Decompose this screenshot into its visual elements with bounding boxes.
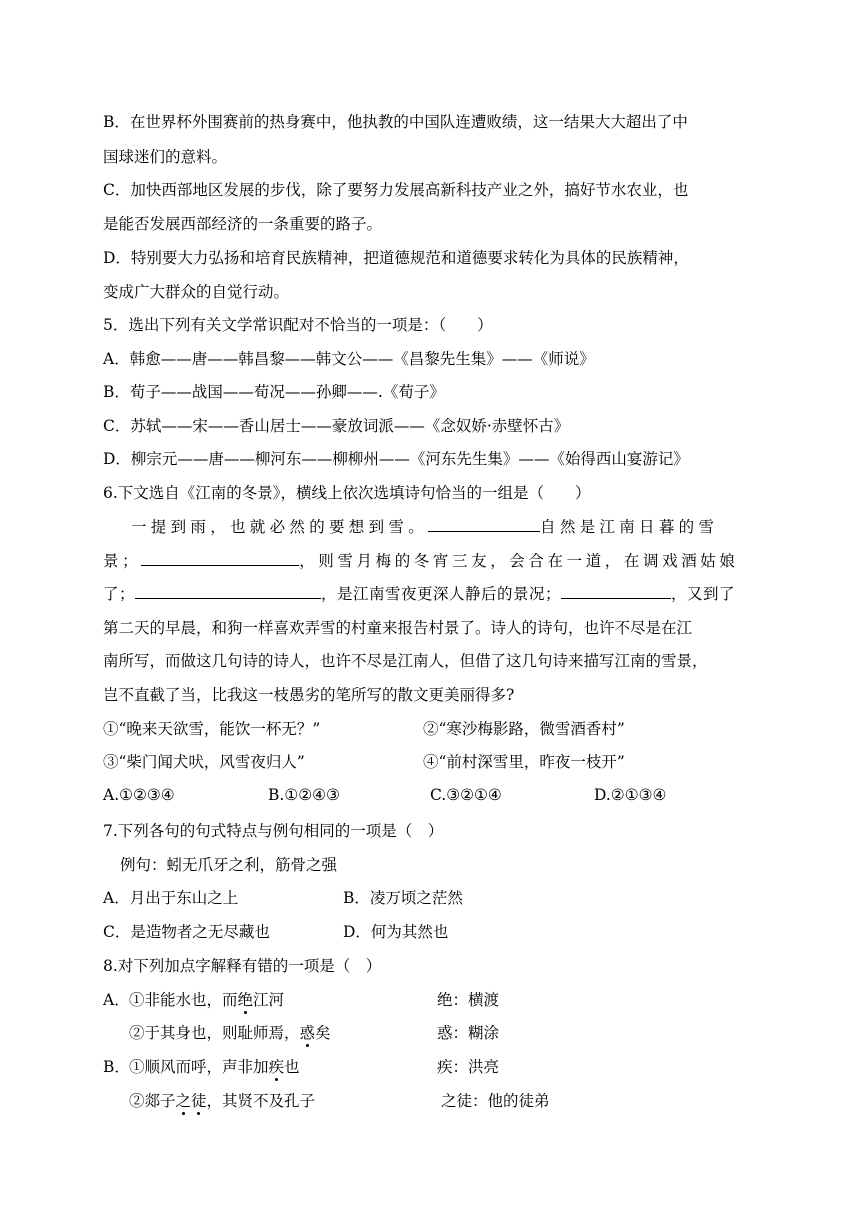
q8-a2-sentence (129, 1021, 331, 1043)
q8-a2-text: 矣 (315, 1024, 331, 1042)
q6-passage-line1 (131, 515, 718, 537)
q8-b2-dotted-char: 之 (175, 1092, 192, 1110)
q5-option-a: A．韩愈——唐——韩昌黎——韩文公——《昌黎先生集》——《师说》 (103, 350, 595, 368)
q5-option-d: D．柳宗元——唐——柳河东——柳柳州——《河东先生集》——《始得西山宴游记》 (103, 450, 689, 468)
q8-b1-text: ①顺风而呼，声非加 (129, 1058, 269, 1076)
q7-option-d: D．何为其然也 (343, 923, 449, 941)
q8-b2-text: ②郯子 (129, 1092, 176, 1110)
q7-option-a: A．月出于东山之上 (103, 889, 239, 907)
q6-choice-4: ④“前村深雪里，昨夜一枝开” (423, 753, 625, 771)
q8-a1-gloss: 绝：横渡 (437, 991, 500, 1009)
q8-stem: 8.对下列加点字解释有错的一项是（ ） (103, 957, 382, 975)
q6-passage-text: ，又到了 (671, 585, 736, 603)
q6-blank-3 (135, 584, 321, 599)
q6-option-a: A.①②③④ (103, 786, 175, 804)
q5-option-b: B．荀子——战国——荀况——孙卿——.《荀子》 (103, 383, 445, 401)
q7-option-b: B．凌万顷之茫然 (343, 889, 463, 907)
q6-passage-line6: 岂不直截了当，比我这一枝愚劣的笔所写的散文更美丽得多? (103, 686, 515, 704)
q6-option-c: C.③②①④ (430, 786, 502, 804)
q6-option-d: D.②①③④ (594, 786, 667, 804)
q8-option-b-label: B． (103, 1058, 130, 1076)
q4-option-d-line2: 变成广大群众的自觉行动。 (103, 283, 290, 301)
q6-passage-text: 自然是江南日暮的雪 (540, 518, 719, 536)
q8-b2-gloss: 之徒：他的徒弟 (441, 1092, 550, 1110)
q4-option-c-line2: 是能否发展西部经济的一条重要的路子。 (103, 215, 383, 233)
q8-a1-sentence (129, 988, 284, 1010)
q5-option-c: C．苏轼——宋——香山居士——豪放词派——《念奴娇·赤壁怀古》 (103, 417, 570, 435)
q6-passage-text: 景； (103, 552, 142, 570)
q8-a2-text: ②于其身也，则耻师焉， (129, 1024, 300, 1042)
q6-passage-text: ，则雪月梅的冬宵三友，会合在一道，在调戏酒姑娘 (299, 552, 739, 570)
q7-example: 例句：蚓无爪牙之利，筋骨之强 (120, 856, 338, 874)
q8-a1-text: ①非能水也，而 (129, 991, 238, 1009)
q4-option-d-line1: D．特别要大力弘扬和培育民族精神，把道德规范和道德要求转化为具体的民族精神， (103, 249, 689, 267)
q6-blank-2 (141, 551, 299, 566)
q6-passage-text: 一提到雨，也就必然的要想到雪。 (131, 518, 429, 536)
q8-b1-sentence (129, 1055, 300, 1077)
q8-a2-dotted-char: 惑 (299, 1024, 316, 1042)
q8-a2-gloss: 惑：糊涂 (437, 1024, 500, 1042)
q7-option-c: C．是造物者之无尽藏也 (103, 923, 270, 941)
q8-a1-dotted-char: 绝 (237, 991, 254, 1009)
q4-option-b-line2: 国球迷们的意料。 (103, 148, 228, 166)
q4-option-b-line1: B．在世界杯外围赛前的热身赛中，他执教的中国队连遭败绩，这一结果大大超出了中 (103, 113, 688, 131)
q8-option-a-label: A． (103, 991, 130, 1009)
q6-passage-line4: 第二天的早晨，和狗一样喜欢弄雪的村童来报告村景了。诗人的诗句，也许不尽是在江 (103, 619, 693, 637)
q6-blank-4 (561, 584, 671, 599)
q8-b1-dotted-char: 疾 (268, 1058, 285, 1076)
q8-b1-text: 也 (284, 1058, 300, 1076)
q8-b2-sentence (129, 1089, 315, 1111)
q7-stem: 7.下列各句的句式特点与例句相同的一项是（ ） (103, 822, 444, 840)
q6-blank-1 (428, 517, 540, 532)
q5-stem: 5．选出下列有关文学常识配对不恰当的一项是：（ ） (103, 316, 493, 334)
q6-passage-line5: 南所写，而做这几句诗的诗人，也许不尽是江南人，但借了这几句诗来描写江南的雪景， (103, 652, 708, 670)
q8-a1-text: 江河 (253, 991, 285, 1009)
q8-b2-dotted-char: 徒 (191, 1092, 207, 1110)
q8-b2-text: ，其贤不及孔子 (206, 1092, 316, 1110)
q6-passage-line2 (103, 549, 739, 571)
q6-option-b: B.①②④③ (268, 786, 340, 804)
q6-choice-1: ①“晚来天欲雪，能饮一杯无？” (103, 720, 321, 738)
q8-b1-gloss: 疾：洪亮 (437, 1058, 500, 1076)
q6-choice-3: ③“柴门闻犬吠，风雪夜归人” (103, 753, 305, 771)
q4-option-c-line1: C．加快西部地区发展的步伐，除了要努力发展高新科技产业之外，搞好节水农业，也 (103, 181, 689, 199)
q6-stem: 6.下文选自《江南的冬景》，横线上依次选填诗句恰当的一组是（ ） (103, 484, 591, 502)
q6-passage-line3 (103, 582, 735, 604)
q6-passage-text: ，是江南雪夜更深人静后的景况； (321, 585, 562, 603)
q6-passage-text: 了； (103, 585, 136, 603)
q6-choice-2: ②“寒沙梅影路，微雪酒香村” (423, 720, 625, 738)
